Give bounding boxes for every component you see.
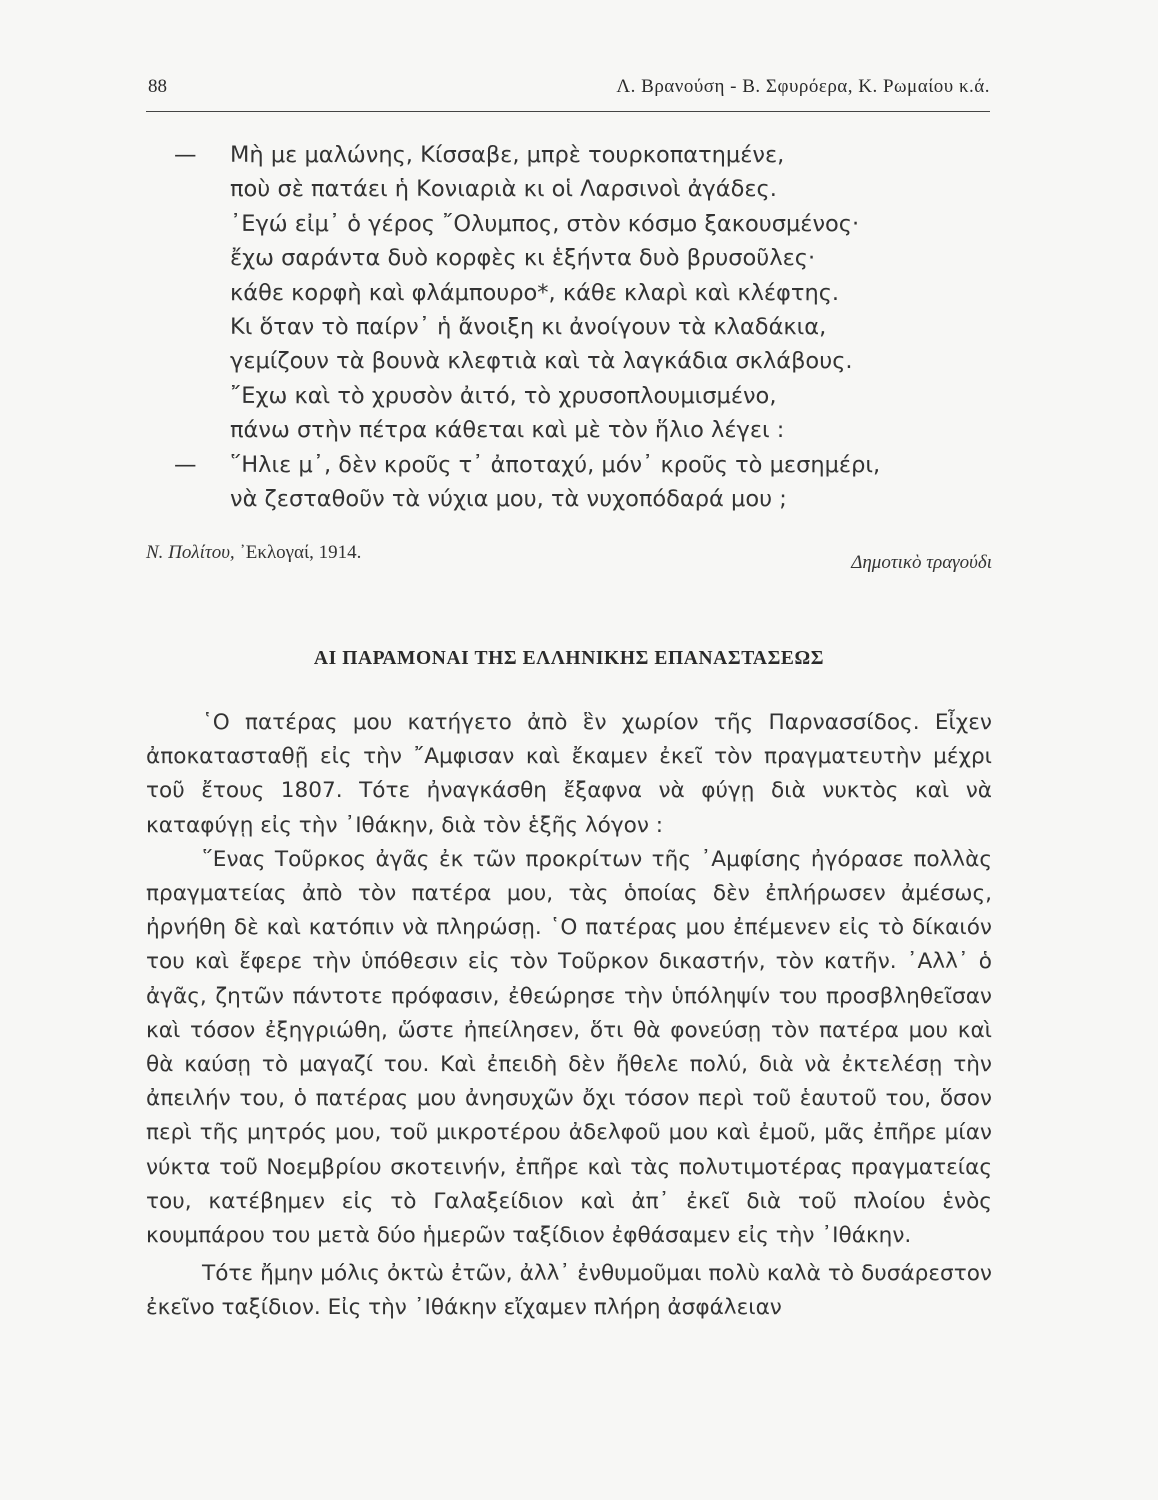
poem-line: — ῞Ηλιε μ᾿, δὲν κροῦς τ᾿ ἀποταχύ, μόν᾿ κροῦς τὸ μεσημέρι, xyxy=(174,448,994,482)
source-work: ᾿Εκλογαί, 1914. xyxy=(234,542,362,563)
page-number: 88 xyxy=(148,76,167,97)
poem-line: νὰ ζεσταθοῦν τὰ νύχια μου, τὰ νυχοπόδαρά μου ; xyxy=(230,485,787,512)
prose-text xyxy=(146,706,992,1326)
poem-line: — Μὴ με μαλώνης, Κίσσαβε, μπρὲ τουρκοπατημένε, xyxy=(174,138,994,172)
running-header: Λ. Βρανούση - Β. Σφυρόερα, Κ. Ρωμαίου κ.ά. xyxy=(616,76,990,97)
poem-line: Κι ὅταν τὸ παίρν᾿ ἡ ἄνοιξη κι ἀνοίγουν τὰ κλαδάκια, xyxy=(230,313,827,340)
poem-line: γεμίζουν τὰ βουνὰ κλεφτιὰ καὶ τὰ λαγκάδια σκλάβους. xyxy=(230,348,853,375)
source-genre: Δημοτικὸ τραγούδι xyxy=(851,552,992,573)
poem-line: ἔχω σαράντα δυὸ κορφὲς κι ἑξήντα δυὸ βρυσοῦλες· xyxy=(230,245,816,272)
dialogue-dash: — xyxy=(174,142,197,168)
dialogue-dash: — xyxy=(174,451,197,478)
poem-line: ποὺ σὲ πατάει ἡ Κονιαριὰ κι οἱ Λαρσινοὶ ἀγάδες. xyxy=(230,176,777,203)
paragraph: ῾Ο πατέρας μου κατήγετο ἀπὸ ἓν χωρίον τῆς Παρνασσίδος. Εἶχεν ἀποκατασταθῇ εἰς τὴν ῎Αμφισαν καὶ ἔκαμεν ἐκεῖ τὸν πραγματευτὴν μέχρι τοῦ ἔτους 1807. Τότε ἠναγκάσθη ἔξαφνα νὰ φύγῃ διὰ νυκτὸς καὶ νὰ καταφύγῃ εἰς τὴν ᾿Ιθάκην, διὰ τὸν ἑξῆς λόγον : xyxy=(146,710,992,838)
header-rule xyxy=(146,111,990,112)
source-author: Ν. Πολίτου, xyxy=(146,542,235,563)
source-citation xyxy=(146,542,361,564)
section-title: ΑΙ ΠΑΡΑΜΟΝΑΙ ΤΗΣ ΕΛΛΗΝΙΚΗΣ ΕΠΑΝΑΣΤΑΣΕΩΣ xyxy=(313,648,825,669)
folk-song-poem xyxy=(174,138,994,516)
poem-line: ῎Εχω καὶ τὸ χρυσὸν ἀιτό, τὸ χρυσοπλουμισμένο, xyxy=(230,382,777,409)
poem-line: πάνω στὴν πέτρα κάθεται καὶ μὲ τὸν ἥλιο λέγει : xyxy=(230,417,785,444)
paragraph: Τότε ἤμην μόλις ὀκτὼ ἐτῶν, ἀλλ᾿ ἐνθυμοῦμαι πολὺ καλὰ τὸ δυσάρεστον ἐκεῖνο ταξίδιον. Εἰς τὴν ᾿Ιθάκην εἴχαμεν πλήρη ἀσφάλειαν xyxy=(146,1261,992,1321)
poem-line: κάθε κορφὴ καὶ φλάμπουρο*, κάθε κλαρὶ καὶ κλέφτης. xyxy=(230,279,840,306)
paragraph: ῞Ενας Τοῦρκος ἀγᾶς ἐκ τῶν προκρίτων τῆς ᾿Αμφίσης ἠγόρασε πολλὰς πραγματείας ἀπὸ τὸν πατέρα μου, τὰς ὁποίας δὲν ἐπλήρωσεν ἀμέσως, ἠρνήθη δὲ καὶ κατόπιν νὰ πληρώσῃ. ῾Ο πατέρας μου ἐπέμενεν εἰς τὸ δίκαιόν του καὶ ἔφερε τὴν ὑπόθεσιν εἰς τὸν Τοῦρκον δικαστήν, τὸν κατῆν. ᾿Αλλ᾿ ὁ ἀγᾶς, ζητῶν πάντοτε πρόφασιν, ἐθεώρησε τὴν ὑπόληψίν του προσβληθεῖσαν καὶ τόσον ἐξηγριώθη, ὥστε ἠπείλησεν, ὅτι θὰ φονεύσῃ τὸν πατέρα μου καὶ θὰ καύσῃ τὸ μαγαζί του. Καὶ ἐπειδὴ δὲν ἤθελε πολύ, διὰ νὰ ἐκτελέσῃ τὴν ἀπειλήν του, ὁ πατέρας μου ἀνησυχῶν ὄχι τόσον περὶ τοῦ ἑαυτοῦ του, ὅσον περὶ τῆς μητρός μου, τοῦ μικροτέρου ἀδελφοῦ μου καὶ ἐμοῦ, μᾶς ἐπῆρε μίαν νύκτα τοῦ Νοεμβρίου σκοτεινήν, ἐπῆρε καὶ τὰς πολυτιμοτέρας πραγματείας του, κατέβημεν εἰς τὸ Γαλαξείδιον καὶ ἀπ᾿ ἐκεῖ διὰ τοῦ πλοίου ἑνὸς κουμπάρου του μετὰ δύο ἡμερῶν ταξίδιον ἐφθάσαμεν εἰς τὴν ᾿Ιθάκην. xyxy=(146,846,992,1249)
poem-line: ᾿Εγώ εἰμ᾿ ὁ γέρος ῎Ολυμπος, στὸν κόσμο ξακουσμένος· xyxy=(230,210,860,237)
